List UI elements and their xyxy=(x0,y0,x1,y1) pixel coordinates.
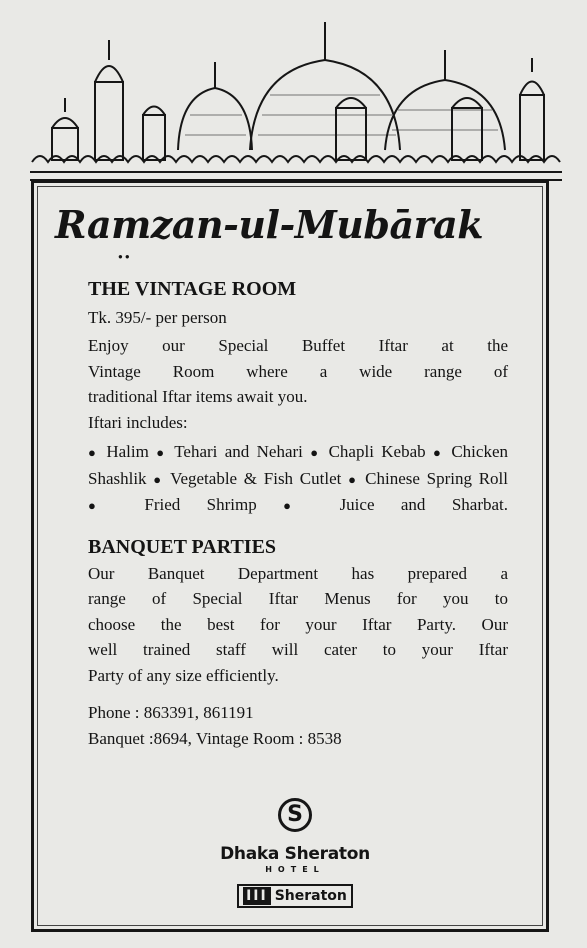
vintage-intro-line: Enjoy our Special Buffet Iftar at the xyxy=(88,336,508,355)
hotel-name: Dhaka Sheraton xyxy=(220,844,370,864)
iftar-items-list xyxy=(88,439,508,519)
sheraton-brand-badge xyxy=(237,884,353,908)
extension-numbers: Banquet :8694, Vintage Room : 8538 xyxy=(88,728,342,748)
bullet-icon: ● xyxy=(88,498,118,513)
banquet-line: Our Banquet Department has prepared a xyxy=(88,563,508,583)
bullet-icon: ● xyxy=(283,498,314,513)
ad-content xyxy=(88,275,508,751)
bullet-icon: ● xyxy=(310,445,322,460)
banquet-line: well trained staff will cater to your Iftar xyxy=(88,640,508,659)
list-item: Chapli Kebab xyxy=(328,442,426,461)
banquet-line: choose the best for your Iftar Party. Our xyxy=(88,614,508,634)
list-item: Chicken Shashlik xyxy=(88,442,508,488)
banquet-line: Party of any size efficiently. xyxy=(88,665,279,685)
hotel-subtitle: HOTEL xyxy=(265,865,325,874)
list-item: Juice and Sharbat. xyxy=(339,495,509,514)
vintage-intro-line: traditional Iftar items await you. xyxy=(88,387,308,406)
iftari-includes-label: Iftari includes: xyxy=(88,412,188,432)
bullet-icon: ● xyxy=(88,445,99,460)
banquet-parties-title: BANQUET PARTIES xyxy=(88,535,277,558)
banquet-line: range of Special Iftar Menus for you to xyxy=(88,589,508,608)
list-item: Chinese Spring Roll xyxy=(365,468,509,488)
list-item: Halim xyxy=(106,442,149,461)
brand-name: Sheraton xyxy=(274,888,347,904)
headline-ornament: ●● xyxy=(118,252,132,261)
headline: Ramzan-ul-Mubārak xyxy=(55,202,484,247)
bullet-icon: ● xyxy=(153,471,164,487)
list-item: Fried Shrimp xyxy=(144,495,257,514)
hotel-logo xyxy=(150,798,440,908)
list-item: Vegetable & Fish Cutlet xyxy=(170,468,342,488)
vintage-room-title: THE VINTAGE ROOM xyxy=(88,278,297,300)
vintage-intro-line: Vintage Room where a wide range of xyxy=(88,361,508,381)
bullet-icon: ● xyxy=(156,445,168,460)
sheraton-s-logo-icon: S xyxy=(278,798,312,832)
vintage-price: Tk. 395/- per person xyxy=(88,308,227,327)
list-item: Tehari and Nehari xyxy=(174,442,303,461)
mosque-skyline-illustration xyxy=(0,0,587,190)
bullet-icon: ● xyxy=(348,471,359,487)
brand-mark: III xyxy=(243,887,271,905)
bullet-icon: ● xyxy=(433,445,444,460)
phone-numbers: Phone : 863391, 861191 xyxy=(88,703,254,722)
